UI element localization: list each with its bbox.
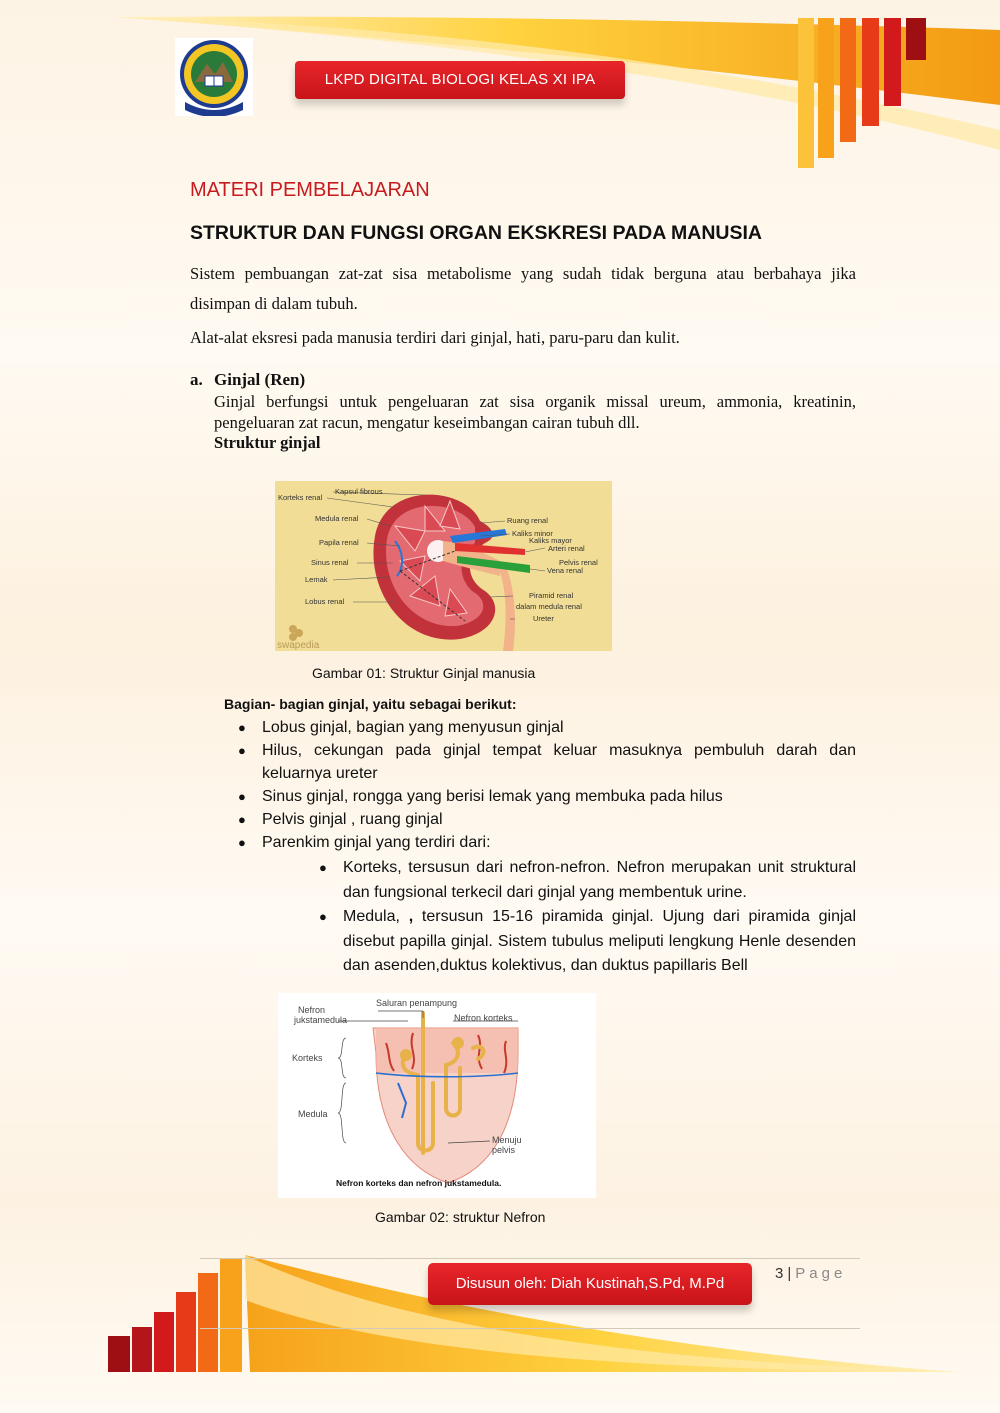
kidney-structure-figure (275, 481, 612, 651)
header-bar-2 (818, 18, 834, 158)
kidney-label-kaliks-mayor: Kaliks mayor (529, 536, 572, 545)
list-item (319, 905, 857, 979)
subsection-heading (190, 370, 305, 390)
page-number-value: 3 (775, 1265, 784, 1282)
footer-bar-1 (108, 1336, 130, 1372)
bullet-icon: ● (319, 860, 327, 875)
nefron-structure-figure (278, 993, 596, 1198)
header-banner: LKPD DIGITAL BIOLOGI KELAS XI IPA (295, 61, 625, 99)
bullet-icon: ● (319, 909, 327, 924)
bullet-icon: ● (238, 812, 246, 827)
footer-bar-4 (176, 1292, 196, 1372)
subpart-korteks: Korteks, tersusun dari nefron-nefron. Nefron merupakan unit struktural dan fungsional terkecil dari ginjal yang membentuk urine. (343, 859, 856, 901)
kidney-label-kapsul: Kapsul fibrous (335, 487, 383, 496)
author-banner: Disusun oleh: Diah Kustinah,S.Pd, M.Pd (428, 1263, 752, 1305)
nefron-label-juksta-2: jukstamedula (294, 1015, 348, 1025)
header-bar-3 (840, 18, 856, 142)
part-lobus: Lobus ginjal, bagian yang menyusun ginjal (262, 719, 564, 736)
list-item (238, 739, 856, 785)
nefron-label-korteks: Korteks (292, 1053, 323, 1063)
ginjal-description: Ginjal berfungsi untuk pengeluaran zat sisa organik missal ureum, ammonia, kreatinin, pengeluaran zat racun, mengatur keseimbangan cairan tubuh dll. (214, 392, 856, 432)
part-sinus: Sinus ginjal, rongga yang berisi lemak yang membuka pada hilus (262, 788, 723, 805)
footer-bar-5 (198, 1273, 218, 1372)
intro-paragraph-1: Sistem pembuangan zat-zat sisa metabolisme yang sudah tidak berguna atau berbahaya jika disimpan di dalam tubuh. (190, 264, 856, 313)
nefron-figure-title: Nefron korteks dan nefron jukstamedula. (336, 1178, 502, 1188)
header-bar-4 (862, 18, 879, 126)
subpart-medula-b: tersusun 15-16 piramida ginjal. Ujung dari piramida ginjal disebut papilla ginjal. Sistem tubulus meliputi lengkung Henle desenden dan asenden,duktus kolektivus, dan duktus papillaris Bell (343, 908, 857, 974)
kidney-label-sinus: Sinus renal (311, 558, 349, 567)
page-word: Page (795, 1265, 847, 1282)
nefron-label-menuju-2: pelvis (492, 1145, 516, 1155)
list-item (319, 856, 856, 905)
bullet-icon: ● (238, 720, 246, 735)
footer-bar-6 (220, 1258, 242, 1372)
school-logo-icon (175, 38, 253, 116)
parts-list (238, 716, 856, 854)
kidney-label-vena: Vena renal (547, 566, 583, 575)
subsection-marker: a. (190, 370, 203, 389)
page-number (775, 1265, 846, 1282)
kidney-label-lemak: Lemak (305, 575, 328, 584)
part-parenkim: Parenkim ginjal yang terdiri dari: (262, 834, 491, 851)
list-item (238, 716, 856, 739)
nefron-label-saluran: Saluran penampung (376, 998, 458, 1008)
kidney-label-pelvis: Pelvis renal (559, 558, 598, 567)
figure-2-caption: Gambar 02: struktur Nefron (375, 1209, 546, 1225)
parenkim-list (319, 856, 857, 979)
nefron-label-medula: Medula (298, 1109, 328, 1119)
list-item (238, 785, 856, 808)
list-item (238, 831, 856, 854)
header-bar-6 (906, 18, 926, 60)
kidney-label-medula: Medula renal (315, 514, 359, 523)
header-bar-1 (798, 18, 814, 168)
kidney-label-piramid: Piramid renal (529, 591, 574, 600)
kidney-label-ruang: Ruang renal (507, 516, 548, 525)
bullet-icon: ● (238, 743, 246, 758)
swapedia-watermark: swapedia (277, 640, 320, 651)
page-separator: | (787, 1265, 792, 1282)
subpart-medula-a: Medula, (343, 908, 400, 925)
kidney-label-papila: Papila renal (319, 538, 359, 547)
part-pelvis: Pelvis ginjal , ruang ginjal (262, 811, 443, 828)
kidney-label-arteri: Arteri renal (548, 544, 585, 553)
kidney-label-ureter: Ureter (533, 614, 554, 623)
kidney-label-kaliks-minor: Kaliks minor (512, 529, 553, 538)
kidney-label-piramid-2: dalam medula renal (516, 602, 582, 611)
nefron-label-korteks-nefron: Nefron korteks (454, 1013, 513, 1023)
kidney-label-lobus: Lobus renal (305, 597, 345, 606)
bullet-icon: ● (238, 835, 246, 850)
part-hilus: Hilus, cekungan pada ginjal tempat keluar masuknya pembuluh darah dan keluarnya ureter (262, 742, 856, 782)
footer-divider-bottom (200, 1328, 860, 1329)
kidney-label-korteks: Korteks renal (278, 493, 323, 502)
page-title: STRUKTUR DAN FUNGSI ORGAN EKSKRESI PADA MANUSIA (190, 222, 763, 244)
nefron-label-menuju-1: Menuju (492, 1135, 522, 1145)
subpart-medula-comma: , (399, 908, 414, 925)
intro-paragraph-2: Alat-alat eksresi pada manusia terdiri dari ginjal, hati, paru-paru dan kulit. (190, 328, 680, 347)
footer-bar-2 (132, 1327, 152, 1372)
figure-1-caption: Gambar 01: Struktur Ginjal manusia (312, 665, 536, 681)
nefron-label-juksta-1: Nefron (298, 1005, 326, 1015)
section-label: MATERI PEMBELAJARAN (190, 179, 430, 201)
bullet-icon: ● (238, 789, 246, 804)
footer-bar-3 (154, 1312, 174, 1372)
parts-heading: Bagian- bagian ginjal, yaitu sebagai berikut: (224, 696, 517, 712)
footer-divider-top (200, 1258, 860, 1259)
list-item (238, 808, 856, 831)
struktur-ginjal-label: Struktur ginjal (214, 433, 321, 452)
header-swoosh (0, 0, 1000, 200)
header-bar-5 (884, 18, 901, 106)
subsection-title: Ginjal (Ren) (214, 370, 306, 389)
